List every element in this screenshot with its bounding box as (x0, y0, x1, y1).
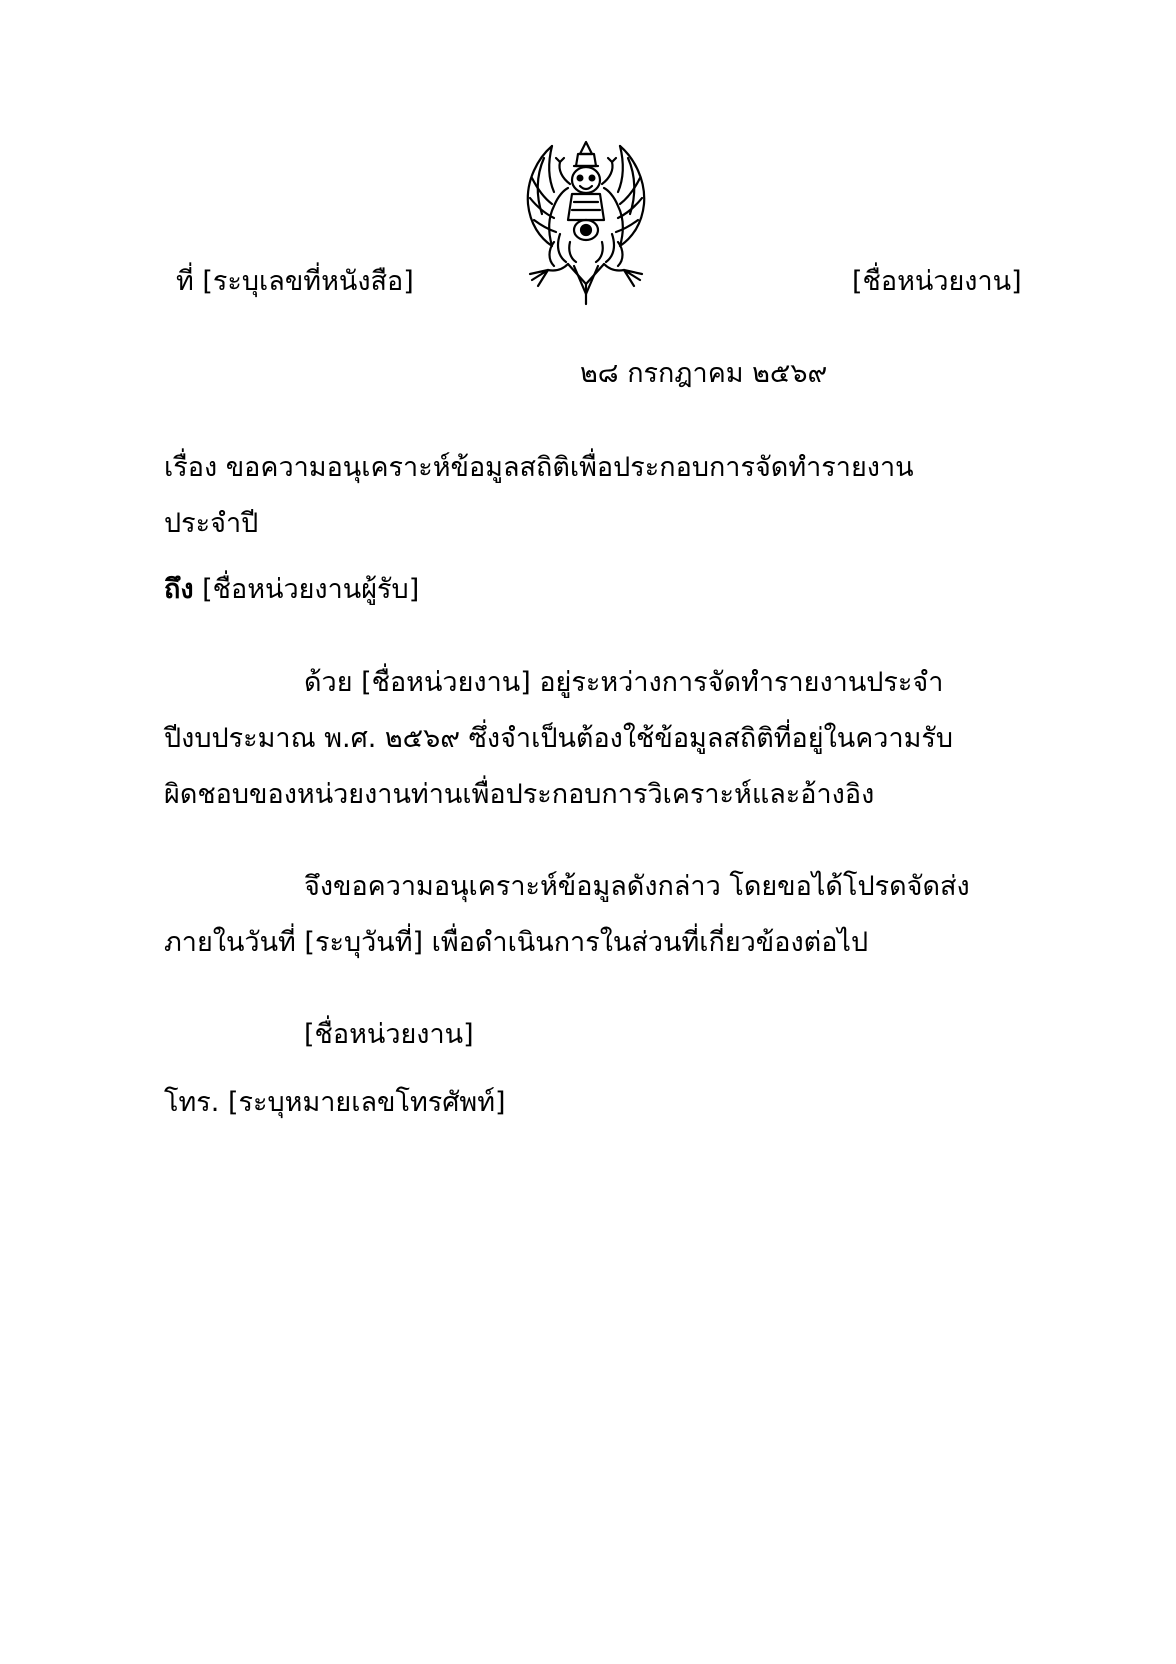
contact-phone: โทร. [ระบุหมายเลขโทรศัพท์] (164, 1087, 506, 1118)
body-paragraph-1-line-1: ด้วย [ชื่อหน่วยงาน] อยู่ระหว่างการจัดทำรายงานประจำ (304, 667, 944, 698)
recipient (164, 574, 419, 606)
subject-line-2: ประจำปี (164, 508, 259, 539)
document-date: ๒๘ กรกฎาคม ๒๕๖๙ (580, 358, 828, 389)
recipient-label: ถึง (164, 574, 194, 605)
body-paragraph-2-line-2: ภายในวันที่ [ระบุวันที่] เพื่อดำเนินการในส่วนที่เกี่ยวข้องต่อไป (164, 927, 869, 958)
recipient-value: [ชื่อหน่วยงานผู้รับ] (202, 574, 420, 605)
garuda-emblem-icon (508, 138, 664, 308)
signature-organization: [ชื่อหน่วยงาน] (304, 1019, 474, 1050)
body-paragraph-1-line-3: ผิดชอบของหน่วยงานท่านเพื่อประกอบการวิเคราะห์และอ้างอิง (164, 779, 875, 810)
body-paragraph-2-line-1: จึงขอความอนุเคราะห์ข้อมูลดังกล่าว โดยขอได้โปรดจัดส่ง (304, 871, 970, 902)
reference-number: ที่ [ระบุเลขที่หนังสือ] (176, 266, 414, 297)
sender-organization: [ชื่อหน่วยงาน] (852, 266, 1022, 297)
body-paragraph-1-line-2: ปีงบประมาณ พ.ศ. ๒๕๖๙ ซึ่งจำเป็นต้องใช้ข้อมูลสถิติที่อยู่ในความรับ (164, 723, 954, 754)
subject-line-1: เรื่อง ขอความอนุเคราะห์ข้อมูลสถิติเพื่อประกอบการจัดทำรายงาน (164, 452, 914, 483)
